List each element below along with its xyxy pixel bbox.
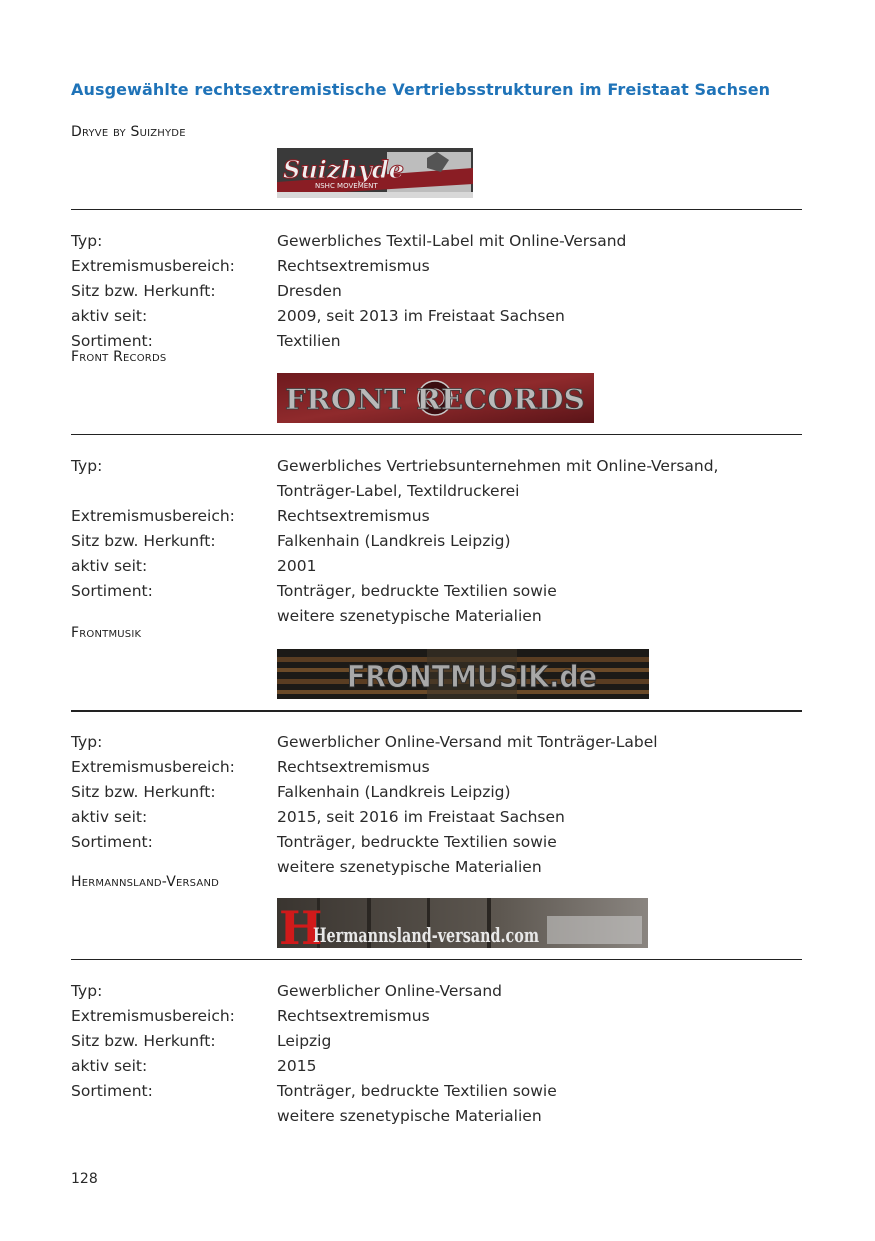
label: Extremismusbereich: [71,758,235,776]
value: Rechtsextremismus [277,1007,430,1025]
label: Typ: [71,457,103,475]
row-sortiment [71,579,802,629]
suizhyde-logo [277,148,473,198]
label: aktiv seit: [71,557,148,575]
value: Rechtsextremismus [277,507,430,525]
label: Extremismusbereich: [71,1007,235,1025]
divider [71,959,802,960]
label: Extremismusbereich: [71,507,235,525]
label: Sitz bzw. Herkunft: [71,1032,216,1050]
value: Gewerblicher Online-Versand [277,982,502,1000]
details [71,730,802,880]
value: Tonträger, bedruckte Textilien sowie [277,1082,557,1100]
row-bereich [71,504,802,529]
row-aktiv [71,304,802,329]
row-sortiment [71,830,802,880]
svg-text:NSHC MOVEMENT: NSHC MOVEMENT [315,182,378,190]
value: Gewerblicher Online-Versand mit Tonträger-Label [277,733,658,751]
divider [71,710,802,712]
frontmusik-logo-text: FRONTMUSIK.de [347,660,597,695]
value: 2015 [277,1057,317,1075]
label: Sortiment: [71,582,153,600]
details [71,454,802,629]
details [71,229,802,354]
value: 2009, seit 2013 im Freistaat Sachsen [277,307,565,325]
front-records-logo-text: FRONT RECORDS [285,383,585,416]
row-sortiment [71,1079,802,1129]
value: Dresden [277,282,342,300]
svg-text:H: H [279,901,323,948]
value: weitere szenetypische Materialien [277,607,542,625]
section-name: Front Records [71,349,167,365]
value: Tonträger, bedruckte Textilien sowie [277,833,557,851]
section-name: Dryve by Suizhyde [71,124,186,140]
value: 2015, seit 2016 im Freistaat Sachsen [277,808,565,826]
label: Sortiment: [71,833,153,851]
row-sitz [71,529,802,554]
row-sitz [71,1029,802,1054]
row-sitz [71,780,802,805]
value: Textilien [277,332,341,350]
row-aktiv [71,805,802,830]
row-typ [71,229,802,254]
label: aktiv seit: [71,808,148,826]
value: Rechtsextremismus [277,758,430,776]
page-title: Ausgewählte rechtsextremistische Vertriebsstrukturen im Freistaat Sachsen [71,80,771,99]
value: Gewerbliches Vertriebsunternehmen mit Online-Versand, [277,457,719,475]
value: weitere szenetypische Materialien [277,1107,542,1125]
details [71,979,802,1129]
row-bereich [71,755,802,780]
label: Sitz bzw. Herkunft: [71,783,216,801]
hermannsland-logo-text: Hermannsland-versand.com [313,923,539,947]
suizhyde-logo-text: Suizhyde [283,155,404,184]
section-name: Hermannsland-Versand [71,874,220,890]
value: weitere szenetypische Materialien [277,858,542,876]
value: Tonträger-Label, Textildruckerei [277,482,520,500]
label: Sortiment: [71,332,153,350]
frontmusik-logo [277,649,649,699]
value: Rechtsextremismus [277,257,430,275]
front-records-logo [277,373,594,423]
label: Extremismusbereich: [71,257,235,275]
section-name: Frontmusik [71,625,142,641]
value: 2001 [277,557,317,575]
row-aktiv [71,554,802,579]
divider [71,209,802,210]
value: Leipzig [277,1032,332,1050]
label: Typ: [71,232,103,250]
row-typ [71,730,802,755]
value: Gewerbliches Textil-Label mit Online-Versand [277,232,627,250]
hermannsland-logo [277,898,648,948]
label: Sitz bzw. Herkunft: [71,532,216,550]
row-aktiv [71,1054,802,1079]
page-number: 128 [71,1171,98,1187]
label: Typ: [71,982,103,1000]
label: aktiv seit: [71,307,148,325]
value: Tonträger, bedruckte Textilien sowie [277,582,557,600]
row-typ [71,979,802,1004]
row-sitz [71,279,802,304]
divider [71,434,802,435]
value: Falkenhain (Landkreis Leipzig) [277,532,511,550]
label: aktiv seit: [71,1057,148,1075]
row-typ [71,454,802,504]
label: Sortiment: [71,1082,153,1100]
value: Falkenhain (Landkreis Leipzig) [277,783,511,801]
row-sortiment [71,329,802,354]
row-bereich [71,254,802,279]
row-bereich [71,1004,802,1029]
label: Sitz bzw. Herkunft: [71,282,216,300]
label: Typ: [71,733,103,751]
